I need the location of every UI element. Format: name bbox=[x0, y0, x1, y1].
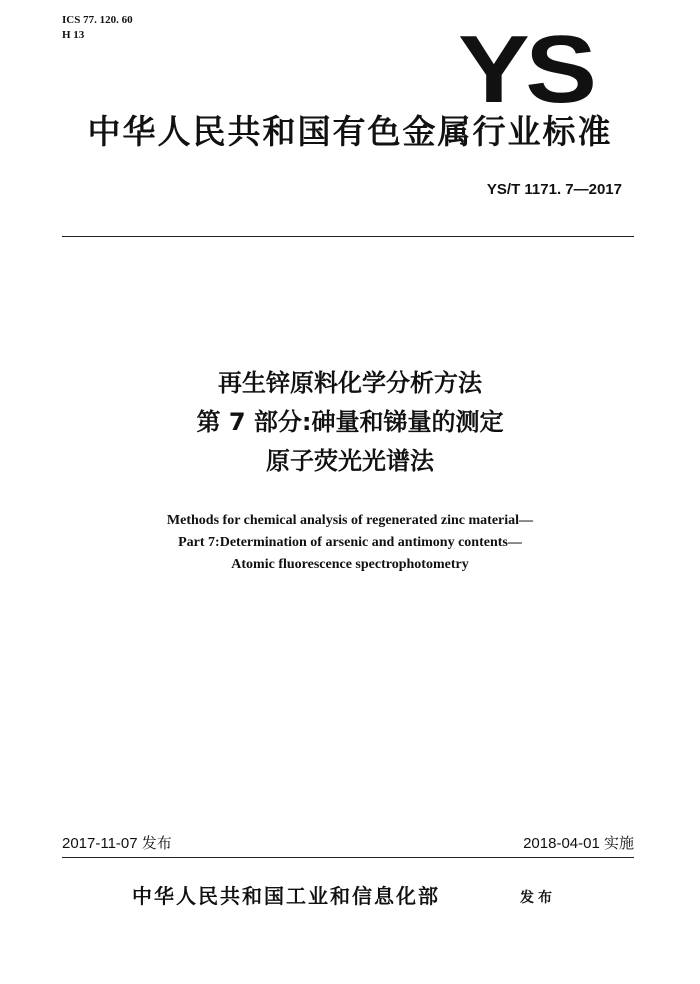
issue-date: 2017-11-07 发布 bbox=[62, 835, 172, 852]
title-en-line-1: Methods for chemical analysis of regenerated zinc material— bbox=[166, 513, 534, 528]
title-en-line-3: Atomic fluorescence spectrophotometry bbox=[231, 557, 469, 572]
title-english bbox=[40, 510, 660, 576]
title-cn-line-2: 第 7 部分:砷量和锑量的测定 bbox=[196, 408, 504, 436]
standard-category: 中华人民共和国有色金属行业标准 bbox=[87, 112, 613, 151]
issuing-authority: 中华人民共和国工业和信息化部 bbox=[132, 884, 440, 908]
bottom-divider bbox=[62, 857, 634, 858]
title-cn-line-3: 原子荧光光谱法 bbox=[266, 447, 434, 475]
implementation-date: 2018-04-01 实施 bbox=[523, 835, 634, 852]
standard-number: YS/T 1171. 7—2017 bbox=[486, 181, 622, 198]
ccs-code: H 13 bbox=[62, 29, 85, 41]
title-en-line-2: Part 7:Determination of arsenic and antimony contents— bbox=[178, 535, 522, 550]
top-divider bbox=[62, 236, 634, 237]
issue-label: 发布 bbox=[520, 890, 556, 906]
title-chinese bbox=[50, 364, 650, 481]
title-cn-line-1: 再生锌原料化学分析方法 bbox=[218, 369, 482, 397]
classification-codes bbox=[62, 13, 133, 43]
ys-logo: YS bbox=[458, 16, 593, 123]
ics-code: ICS 77. 120. 60 bbox=[62, 14, 133, 26]
